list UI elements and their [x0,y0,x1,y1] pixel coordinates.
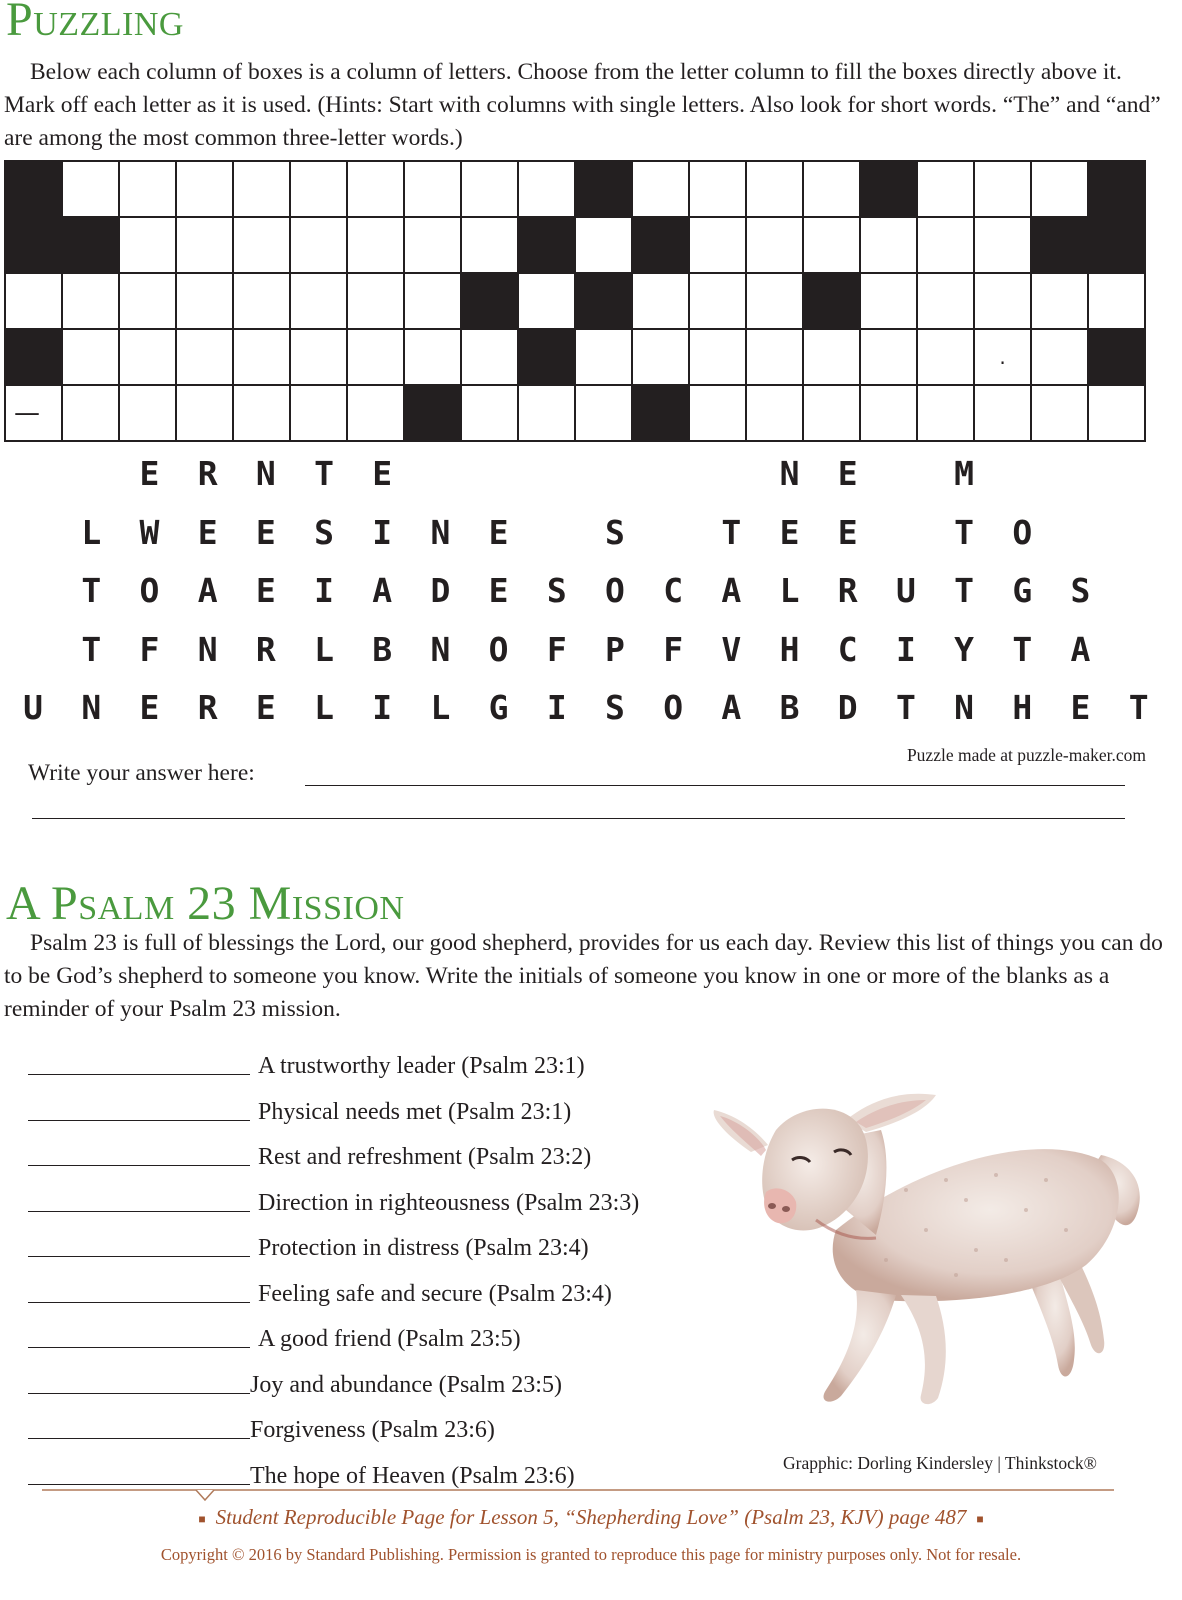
column-letter[interactable]: A [721,688,742,727]
grid-cell-black [518,217,575,273]
grid-cell[interactable] [1031,385,1088,441]
grid-cell[interactable] [176,217,233,273]
mission-item [28,1445,575,1489]
column-letter[interactable]: O [139,571,160,610]
column-letter[interactable]: I [546,688,567,727]
grid-row [5,161,1145,217]
column-letter[interactable]: T [1128,688,1149,727]
column-letter[interactable]: B [779,688,800,727]
grid-cell[interactable] [461,329,518,385]
grid-cell[interactable] [974,217,1031,273]
answer-line-2[interactable] [32,818,1125,819]
column-letter[interactable]: T [954,512,975,552]
column-letter[interactable]: E [779,512,800,552]
grid-cell-black [575,273,632,329]
grid-cell[interactable] [62,161,119,217]
column-letter[interactable]: E [837,512,858,552]
grid-cell[interactable] [290,161,347,217]
grid-cell[interactable] [518,385,575,441]
grid-cell[interactable] [1088,385,1145,441]
grid-cell[interactable] [746,161,803,217]
grid-cell-black [62,217,119,273]
column-letter [470,455,528,514]
grid-cell[interactable] [1088,273,1145,329]
column-letter[interactable]: F [546,629,567,669]
mission-item-text: Physical needs met (Psalm 23:1) [258,1099,572,1125]
grid-cell[interactable] [860,273,917,329]
column-letter[interactable]: W [139,512,160,552]
lamb-illustration [706,1060,1156,1410]
column-letter[interactable]: L [314,688,334,727]
mission-item [28,1217,589,1261]
grid-cell[interactable] [176,385,233,441]
grid-cell[interactable] [860,329,917,385]
column-letter[interactable]: F [139,629,160,669]
answer-label: Write your answer here: [28,760,255,786]
column-letter[interactable]: T [314,454,334,493]
column-letter[interactable]: E [255,571,276,610]
column-letter[interactable]: G [1012,571,1033,610]
column-letter[interactable]: I [895,629,916,669]
column-letter[interactable]: A [1070,629,1091,669]
column-letter [1051,455,1109,514]
column-letter[interactable]: N [81,688,102,727]
grid-cell[interactable] [632,273,689,329]
grid-cell[interactable] [803,217,860,273]
grid-cell[interactable] [689,329,746,385]
column-letter[interactable]: G [488,688,509,727]
column-letter[interactable]: R [255,629,276,669]
mission-item [28,1126,592,1170]
column-letter [528,455,586,514]
column-letter[interactable]: U [23,688,44,727]
grid-cell[interactable] [689,385,746,441]
column-letter[interactable]: O [605,571,625,610]
grid-cell[interactable] [404,161,461,217]
grid-cell[interactable] [974,161,1031,217]
column-letter[interactable]: O [1012,512,1033,552]
mission-item [28,1172,640,1216]
grid-cell[interactable] [746,273,803,329]
grid-cell[interactable] [1031,329,1088,385]
column-letter[interactable]: T [895,688,916,727]
bullet-right-icon: ■ [976,1511,984,1526]
bullet-left-icon: ■ [198,1511,206,1526]
column-letter [4,572,62,631]
column-letter[interactable]: I [372,512,393,552]
grid-cell[interactable] [290,385,347,441]
column-letter [644,455,702,514]
mission-item [28,1263,612,1307]
column-letter[interactable]: S [314,512,334,552]
grid-cell[interactable] [119,161,176,217]
column-letter[interactable]: N [954,688,975,727]
grid-cell[interactable] [803,329,860,385]
grid-cell[interactable] [974,385,1031,441]
column-letter[interactable]: S [605,512,625,552]
letter-row [4,631,1168,690]
initials-blank[interactable] [28,1046,250,1075]
grid-cell[interactable] [1031,273,1088,329]
grid-cell-black [461,273,518,329]
grid-cell[interactable] [632,161,689,217]
grid-cell[interactable] [233,217,290,273]
column-letter[interactable]: O [663,688,684,727]
puzzle-instructions-text: Below each column of boxes is a column of letters. Choose from the letter column to fill the boxes directly above it. Mark off each letter as it is used. (Hints: Start with columns with single letters. Also look for short words. “The” and “and” are among the most common three-letter words.) [4,59,1161,151]
column-letter[interactable]: H [1012,688,1033,727]
mission-item [28,1354,562,1398]
grid-cell[interactable] [575,385,632,441]
grid-cell[interactable] [347,273,404,329]
puzzle-credit: Puzzle made at puzzle-maker.com [906,745,1146,765]
column-letter [62,455,120,514]
grid-cell[interactable] [62,329,119,385]
column-letter[interactable]: N [779,454,800,493]
letter-row [4,689,1168,748]
column-letter[interactable]: E [837,454,858,493]
puzzle-grid [4,160,1146,442]
column-letter [1110,455,1168,514]
mission-item [28,1308,521,1352]
mission-item [28,1081,572,1125]
column-letter[interactable]: E [1070,688,1091,727]
column-letter[interactable]: U [895,571,916,610]
column-letter[interactable]: O [488,629,509,669]
mission-item-text: Joy and abundance (Psalm 23:5) [250,1372,562,1398]
grid-cell[interactable] [233,273,290,329]
grid-cell[interactable] [689,161,746,217]
mission-intro [4,927,1174,1026]
grid-cell[interactable] [575,217,632,273]
initials-blank[interactable] [28,1092,250,1121]
grid-cell-black [1088,329,1145,385]
grid-cell-black [1088,161,1145,217]
mission-item-text: Direction in righteousness (Psalm 23:3) [258,1190,640,1216]
grid-cell[interactable] [119,385,176,441]
grid-cell[interactable] [233,385,290,441]
letter-columns [4,455,1168,748]
initials-blank[interactable] [28,1183,250,1212]
grid-cell-dash[interactable]: — [5,385,62,441]
grid-cell[interactable] [746,385,803,441]
column-letter[interactable]: T [81,629,102,669]
column-letter[interactable]: L [81,512,102,552]
initials-blank[interactable] [28,1228,250,1257]
puzzle-instructions [4,56,1174,155]
column-letter[interactable]: N [430,512,451,552]
grid-cell-black [518,329,575,385]
column-letter [877,455,935,514]
grid-cell[interactable] [689,217,746,273]
column-letter[interactable]: T [1012,629,1033,669]
column-letter[interactable]: L [314,629,334,669]
column-letter[interactable]: R [837,571,858,610]
grid-cell[interactable] [176,273,233,329]
column-letter [528,514,586,573]
grid-cell[interactable] [290,217,347,273]
grid-cell-black [860,161,917,217]
column-letter[interactable]: N [255,454,276,493]
lesson-footer [0,1505,1182,1530]
column-letter[interactable]: A [372,571,393,610]
column-letter[interactable]: R [197,454,218,493]
column-letter [411,455,469,514]
grid-cell[interactable] [803,161,860,217]
initials-blank[interactable] [28,1137,250,1166]
grid-cell[interactable] [404,217,461,273]
column-letter[interactable]: M [954,454,975,493]
mission-title: A Psalm 23 Mission [6,877,405,930]
mission-item-text: Feeling safe and secure (Psalm 23:4) [258,1281,612,1307]
grid-cell[interactable] [860,217,917,273]
column-letter [1110,514,1168,573]
column-letter[interactable]: H [779,629,800,669]
column-letter[interactable]: D [430,571,451,610]
grid-cell-black [1088,217,1145,273]
column-letter [877,514,935,573]
grid-cell[interactable] [860,385,917,441]
column-letter[interactable]: L [779,571,800,610]
grid-cell[interactable] [404,329,461,385]
initials-blank[interactable] [28,1410,250,1439]
column-letter[interactable]: A [721,571,742,610]
grid-cell[interactable] [917,217,974,273]
column-letter[interactable]: E [197,512,218,552]
column-letter[interactable]: F [663,629,684,669]
column-letter[interactable]: E [139,688,160,727]
column-letter[interactable]: N [430,629,451,669]
grid-cell[interactable] [233,161,290,217]
column-letter [586,455,644,514]
grid-cell[interactable] [974,273,1031,329]
grid-cell[interactable] [917,273,974,329]
initials-blank[interactable] [28,1274,250,1303]
mission-item-text: Protection in distress (Psalm 23:4) [258,1235,589,1261]
column-letter[interactable]: S [546,571,567,610]
grid-row [5,385,1145,441]
mission-item [28,1399,495,1443]
grid-cell[interactable] [290,273,347,329]
grid-cell-black [575,161,632,217]
mission-item-text: A good friend (Psalm 23:5) [258,1326,521,1352]
mission-item-text: The hope of Heaven (Psalm 23:6) [250,1463,575,1489]
grid-cell-black [632,385,689,441]
grid-cell[interactable] [461,161,518,217]
column-letter[interactable]: I [314,571,334,610]
column-letter[interactable]: P [605,629,625,669]
grid-cell[interactable] [62,273,119,329]
grid-cell[interactable] [347,217,404,273]
grid-row [5,329,1145,385]
initials-blank[interactable] [28,1456,250,1485]
grid-cell[interactable] [917,385,974,441]
grid-cell[interactable] [917,161,974,217]
grid-cell[interactable] [5,273,62,329]
letter-row [4,514,1168,573]
photo-credit: Grapphic: Dorling Kindersley | Thinkstock® [783,1453,1097,1473]
column-letter[interactable]: E [488,571,509,610]
column-letter [4,514,62,573]
column-letter[interactable]: E [255,688,276,727]
grid-cell[interactable] [632,329,689,385]
column-letter [1110,572,1168,631]
column-letter[interactable]: C [663,571,684,610]
initials-blank[interactable] [28,1365,250,1394]
column-letter[interactable]: B [372,629,393,669]
grid-cell[interactable] [347,161,404,217]
mission-item-text: Rest and refreshment (Psalm 23:2) [258,1144,592,1170]
grid-cell[interactable] [233,329,290,385]
grid-cell[interactable] [575,329,632,385]
column-letter[interactable]: C [837,629,858,669]
column-letter[interactable]: N [197,629,218,669]
letter-row [4,572,1168,631]
grid-cell[interactable] [176,329,233,385]
grid-cell[interactable] [803,385,860,441]
grid-row [5,273,1145,329]
column-letter[interactable]: E [139,454,160,493]
grid-cell[interactable] [917,329,974,385]
column-letter[interactable]: E [372,454,393,493]
mission-intro-text: Psalm 23 is full of blessings the Lord, our good shepherd, provides for us each day. Review this list of things you can do to be God’s shepherd to someone you know. Write the initials of someone you know in one or more of the blanks as a reminder of your Psalm 23 mission. [4,930,1163,1022]
mission-item [28,1035,585,1079]
grid-cell-black [5,161,62,217]
column-letter[interactable]: V [721,629,742,669]
column-letter [1110,631,1168,690]
column-letter [993,455,1051,514]
grid-cell[interactable] [119,273,176,329]
column-letter[interactable]: S [1070,571,1091,610]
grid-cell[interactable] [176,161,233,217]
puzzle-title: Puzzling [6,0,184,46]
letter-row [4,455,1168,514]
mission-item-text: Forgiveness (Psalm 23:6) [250,1417,495,1443]
grid-cell[interactable] [1031,161,1088,217]
grid-cell-black [5,217,62,273]
grid-cell-black [803,273,860,329]
grid-cell[interactable] [404,273,461,329]
column-letter [4,631,62,690]
grid-cell-period[interactable]: . [974,329,1031,385]
grid-cell[interactable] [290,329,347,385]
column-letter [1051,514,1109,573]
column-letter[interactable]: I [372,688,393,727]
grid-row [5,217,1145,273]
grid-cell-black [632,217,689,273]
initials-blank[interactable] [28,1319,250,1348]
grid-cell[interactable] [347,385,404,441]
grid-cell[interactable] [119,329,176,385]
column-letter [4,455,62,514]
column-letter[interactable]: Y [954,629,975,669]
column-letter [702,455,760,514]
column-letter[interactable]: A [197,571,218,610]
grid-cell[interactable] [518,161,575,217]
column-letter[interactable]: D [837,688,858,727]
column-letter[interactable]: E [488,512,509,552]
copyright: Copyright © 2016 by Standard Publishing. Permission is granted to reproduce this page for ministry purposes only. Not for resale. [160,1545,1022,1564]
grid-cell[interactable] [62,385,119,441]
grid-cell[interactable] [746,329,803,385]
grid-cell[interactable] [746,217,803,273]
column-letter[interactable]: T [954,571,975,610]
grid-cell[interactable] [689,273,746,329]
answer-line-1[interactable] [305,785,1125,786]
grid-cell[interactable] [461,217,518,273]
column-letter[interactable]: T [721,512,742,552]
column-letter[interactable]: E [255,512,276,552]
column-letter[interactable]: S [605,688,625,727]
mission-item-text: A trustworthy leader (Psalm 23:1) [258,1053,585,1079]
grid-cell-black [404,385,461,441]
column-letter[interactable]: L [430,688,451,727]
grid-cell-black [1031,217,1088,273]
grid-cell[interactable] [518,273,575,329]
column-letter[interactable]: R [197,688,218,727]
column-letter [644,514,702,573]
grid-cell[interactable] [461,385,518,441]
grid-cell[interactable] [347,329,404,385]
grid-cell-black [5,329,62,385]
grid-cell[interactable] [119,217,176,273]
column-letter[interactable]: T [81,571,102,610]
lesson-line: Student Reproducible Page for Lesson 5, “Shepherding Love” (Psalm 23, KJV) page 487 [215,1505,967,1529]
